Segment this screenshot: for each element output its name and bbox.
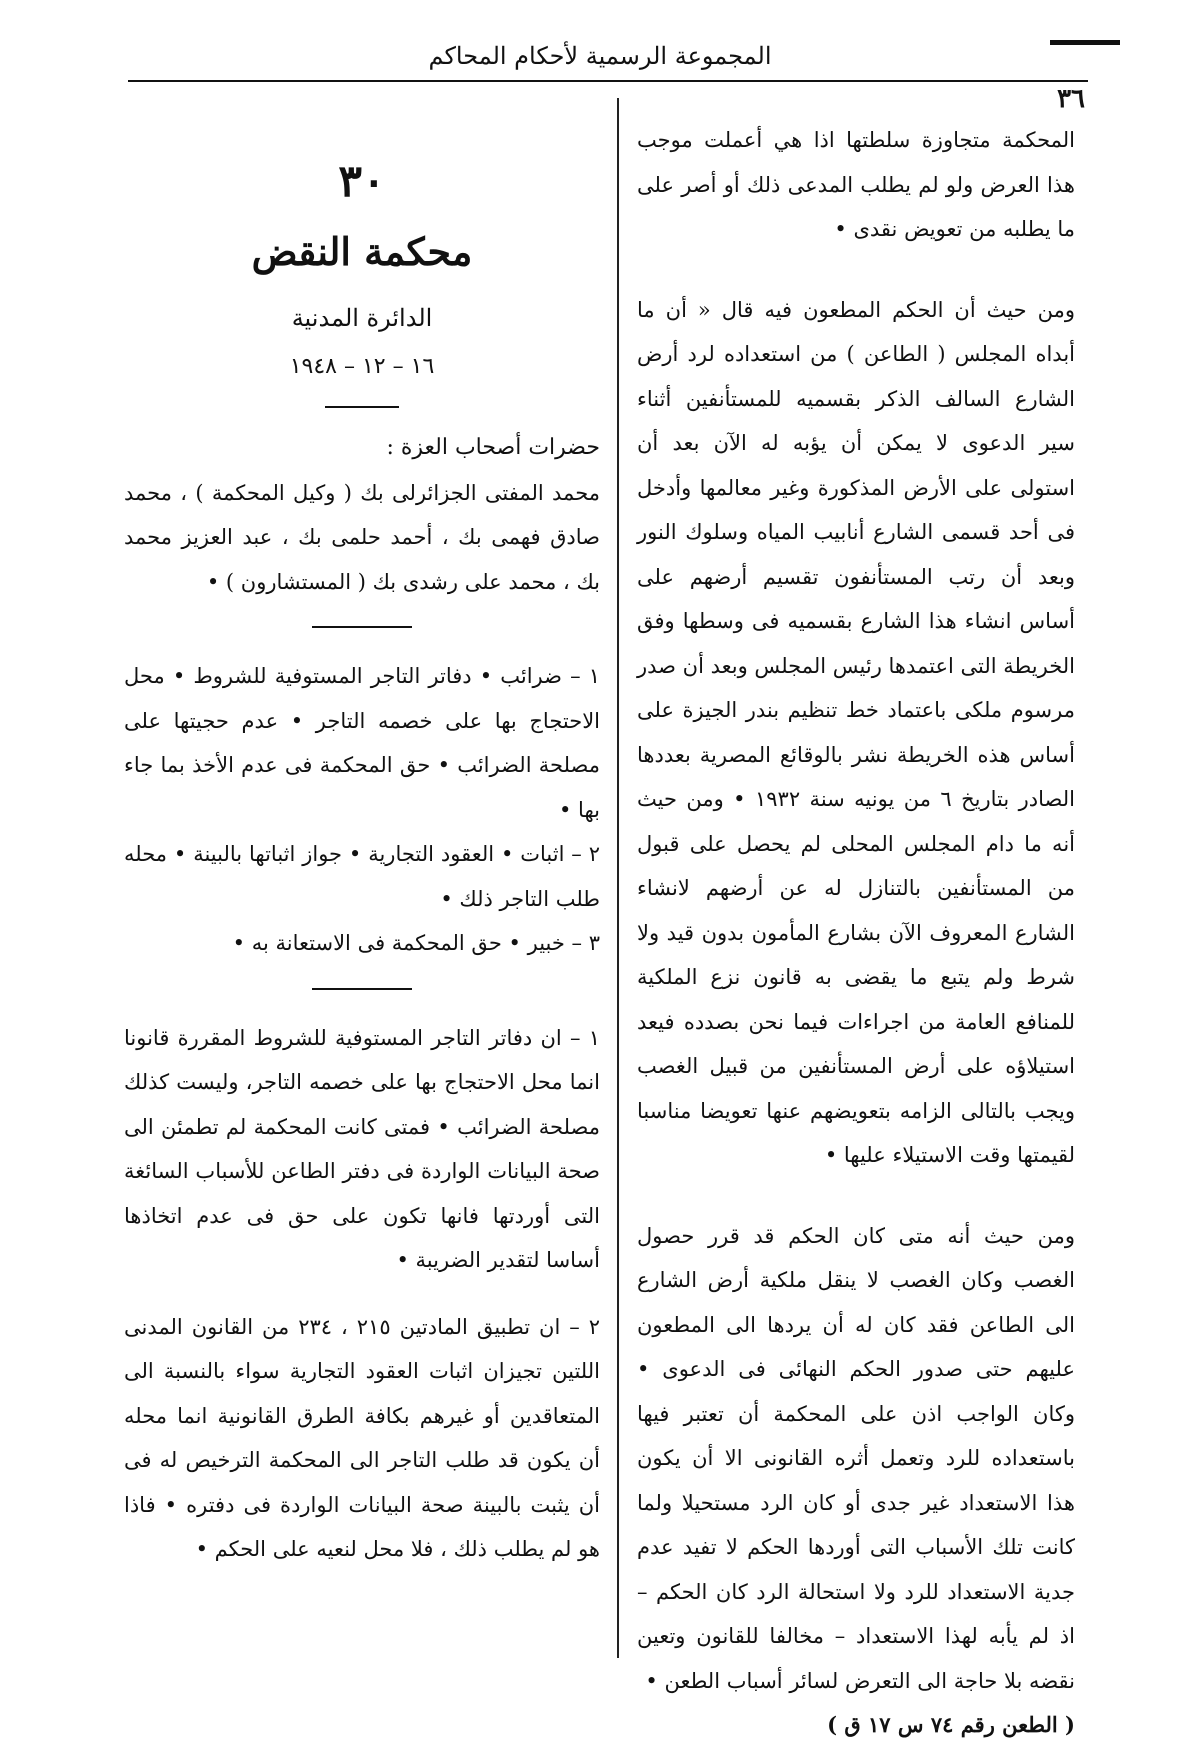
summary-item-3: ٣ – خبير • حق المحكمة فى الاستعانة به •	[232, 931, 600, 955]
section-rule	[325, 406, 399, 408]
court-name: محكمة النقض	[251, 229, 473, 274]
right-column	[637, 118, 1075, 1748]
case-citation: ( الطعن رقم ٧٤ س ١٧ ق )	[827, 1712, 1075, 1737]
left-column	[124, 150, 600, 1572]
right-paragraph-1: المحكمة متجاوزة سلطتها اذا هي أعملت موجب هذا العرض ولو لم يطلب المدعى ذلك أو أصر على ما يطلبه من تعويض نقدى •	[637, 128, 1075, 241]
running-title: المجموعة الرسمية لأحكام المحاكم	[428, 42, 772, 70]
header-rule-thick	[1050, 40, 1120, 45]
right-paragraph-2: ومن حيث أن الحكم المطعون فيه قال « أن ما أبداه المجلس ( الطاعن ) من استعداده لرد أرض الشارع السالف الذكر بقسميه للمستأنفين أثناء سير الدعوى لا يمكن أن يؤبه له الآن بعد أن استولى على الأرض المذكورة وغير معالمها وأدخل فى أحد قسمى الشارع أنابيب المياه وسلوك النور وبعد أن رتب المستأنفون تقسيم أرضهم على أساس انشاء هذا الشارع بقسميه فى وسطها وفق الخريطة التى اعتمدها رئيس المجلس وبعد أن صدر مرسوم ملكى باعتماد خط تنظيم بندر الجيزة على أساس هذه الخريطة نشر بالوقائع المصرية بعددها الصادر بتاريخ ٦ من يونيه سنة ١٩٣٢ • ومن حيث أنه ما دام المجلس المحلى لم يحصل على قبول من المستأنفين بالتنازل له عن أرضهم لانشاء الشارع المعروف الآن بشارع المأمون بدون قيد ولا شرط ولم يتبع ما يقضى به قانون نزع الملكية للمنافع العامة من اجراءات فيما نحن بصدده فيعد استيلاؤه على أرض المستأنفين من قبيل الغصب ويجب بالتالى الزامه بتعويضهم عنها تعويضا مناسبا لقيمتها وقت الاستيلاء عليها •	[637, 297, 1076, 1167]
judges-heading: حضرات أصحاب العزة :	[386, 435, 600, 460]
principle-2: ٢ – ان تطبيق المادتين ٢١٥ ، ٢٣٤ من القانون المدنى اللتين تجيزان اثبات العقود التجارية سواء بالنسبة الى المتعاقدين أو غيرهم بكافة الطرق القانونية انما محله أن يكون قد طلب التاجر الى المحكمة الترخيص له فى أن يثبت بالبينة صحة البيانات الواردة فى دفتره • فاذا هو لم يطلب ذلك ، فلا محل لنعيه على الحكم •	[124, 1314, 601, 1561]
section-rule	[312, 988, 412, 990]
judges-list: محمد المفتى الجزائرلى بك ( وكيل المحكمة ) ، محمد صادق فهمى بك ، أحمد حلمى بك ، عبد العزيز محمد بك ، محمد على رشدى بك ( المستشارون ) •	[124, 480, 600, 594]
principle-1: ١ – ان دفاتر التاجر المستوفية للشروط المقررة قانونا انما محل الاحتجاج بها على خصمه التاجر، وليست كذلك مصلحة الضرائب • فمتى كانت المحكمة لم تطمئن الى صحة البيانات الواردة فى دفتر الطاعن للأسباب السائغة التى أوردتها فانها تكون على حق فى عدم اتخاذها أساسا لتقدير الضريبة •	[124, 1025, 600, 1272]
session-date: ١٦ – ١٢ – ١٩٤٨	[289, 354, 435, 379]
column-divider	[617, 98, 619, 1658]
summary-item-2: ٢ – اثبات • العقود التجارية • جواز اثباتها بالبينة • محله طلب التاجر ذلك •	[124, 842, 600, 911]
summary-item-1: ١ – ضرائب • دفاتر التاجر المستوفية للشروط • محل الاحتجاج بها على خصمه التاجر • عدم حجيتها على مصلحة الضرائب • حق المحكمة فى عدم الأخذ بما جاء بها •	[124, 664, 600, 822]
page-number: ٣٦	[1057, 84, 1085, 114]
circuit-name: الدائرة المدنية	[291, 304, 433, 332]
header-rule	[128, 80, 1088, 82]
case-number: ٣٠	[338, 156, 386, 207]
right-paragraph-3: ومن حيث أنه متى كان الحكم قد قرر حصول الغصب وكان الغصب لا ينقل ملكية أرض الشارع الى الطاعن فقد كان له أن يردها الى المطعون عليهم حتى صدور الحكم النهائى فى الدعوى • وكان الواجب اذن على المحكمة أن تعتبر فيها باستعداده للرد وتعمل أثره القانونى الا أن يكون هذا الاستعداد غير جدى أو كان الرد مستحيلا ولما كانت تلك الأسباب التى أوردها الحكم لا تفيد عدم جدية الاستعداد للرد ولا استحالة الرد كان الحكم – اذ لم يأبه لهذا الاستعداد – مخالفا للقانون وتعين نقضه بلا حاجة الى التعرض لسائر أسباب الطعن •	[637, 1223, 1075, 1693]
section-rule	[312, 626, 412, 628]
